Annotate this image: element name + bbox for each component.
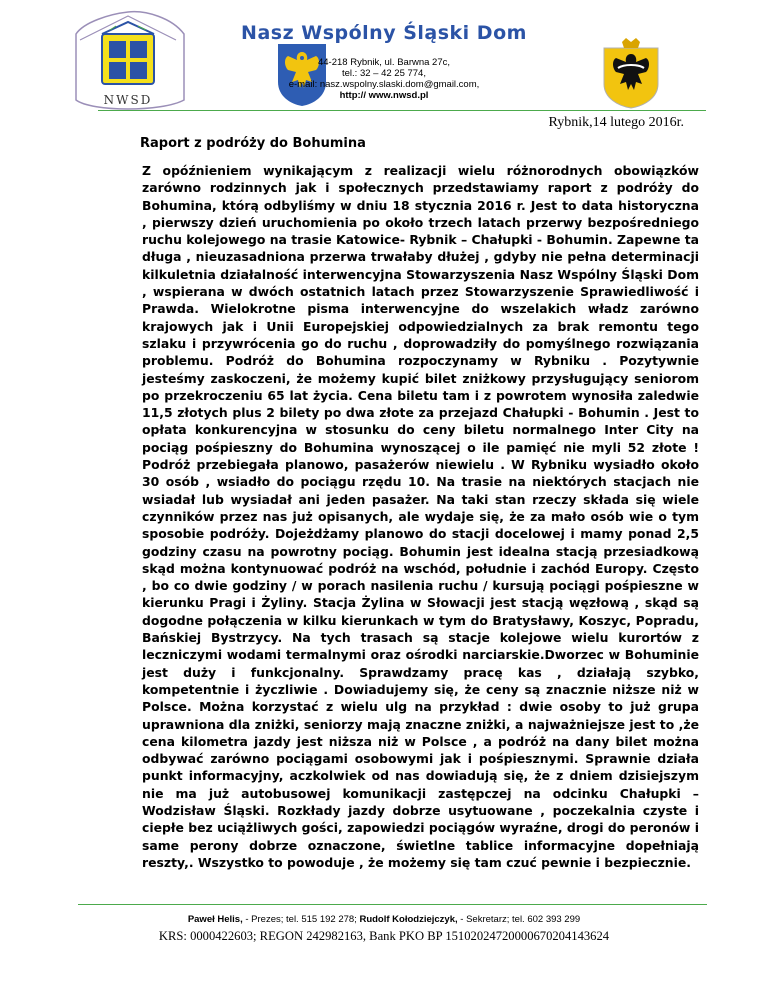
header-divider [98,110,706,111]
secretary-role: - Sekretarz; tel. 602 393 299 [457,914,581,925]
footer-contacts [0,914,768,925]
document-body: Z opóźnieniem wynikającym z realizacji wielu różnorodnych obowiązków zarówno rodzinnych jak i społecznych przedstawiamy raport z podróży do Bohumina, którą odbyliśmy w dniu 18 stycznia 2016 r. Jest to data historyczna , pierwszy dzień uruchomienia po około trzech latach przerwy bezpośredniego ruchu kolejowego na trasie Katowice- Rybnik – Chałupki - Bohumin. Zapewne ta długa , nieuzasadniona przerwa trwałaby dłużej , gdyby nie pełna determinacji kilkuletnia działalność interwencyjna Stowarzyszenia Nasz Wspólny Śląski Dom , wspierana w dwóch ostatnich latach przez Stowarzyszenie Sprawiedliwość i Prawda. Wielokrotne pisma interwencyjne do wszelakich władz zarówno krajowych jak i Unii Europejskiej odpowiedzialnych za brak remontu tego szlaku i przywrócenia go do ruchu , doprowadziły do pomyślnego rozwiązania problemu. Podróż do Bohumina rozpoczynamy w Rybniku . Pozytywnie jesteśmy zaskoczeni, że możemy kupić bilet zniżkowy przysługujący seniorom po przekroczeniu 65 lat życia. Cena biletu tam i z powrotem wynosiła zaledwie 11,5 złotych plus 2 bilety po dwa złote za przejazd Chałupki - Bohumin . Jest to opłata konkurencyjna w stosunku do ceny biletu normalnego Inter City na pociąg pośpieszny do Bohumina wynoszącej o ile pamięć nie myli 52 złote ! Podróż przebiegała planowo, pasażerów niewielu . W Rybniku wysiadło około 30 osób , wsiadło do pociągu rzędu 10. Na trasie na niektórych stacjach nie wsiadał lub wysiadał ani jeden pasażer. Na taki stan rzeczy składa się wiele czynników przez nas już opisanych, ale wydaje się, że za mało osób wie o tym sposobie podróży. Dojeżdżamy planowo do stacji docelowej i mamy ponad 2,5 godziny czasu na powrotny pociąg. Bohumin jest idealna stacją przesiadkową skąd można kontynuować podróż na wschód, południe i zachód Europy. Często , bo co dwie godziny / w porach nasilenia ruchu / kursują pociągi pośpieszne w kierunku Pragi i Żyliny. Stacja Żylina w Słowacji jest stacją węzłową , skąd są dogodne połączenia w kilku kierunkach w tym do Bratysławy, Koszyc, Popradu, Bańskiej Bystrzycy. Na tych trasach są stacje kolejowe wielu kurortów z leczniczymi wodami termalnymi oraz ośrodki narciarskie.Dworzec w Bohuminie jest duży i funkcjonalny. Sprawdzamy pracę kas , działają szybko, kompetentnie i życzliwie . Dowiadujemy się, że ceny są znacznie niższe niż w Polsce. Można korzystać z wielu ulg na przykład : dwie osoby to już grupa uprawniona dla zniżki, seniorzy mają znaczne zniżki, a najważniejsze jest to ,że cena kilometra jazdy jest niższa niż w Polsce , a podróż na dany bilet można odbywać zarówno pociągami osobowymi jak i pośpiesznymi. Sprawnie działa punkt informacyjny, aczkolwiek od nas dowiadują się, że z dniem dzisiejszym nie ma już autobusowej komunikacji zastępczej na odcinku Chałupki – Wodzisław Śląski. Rozkłady jazdy dobrze usytuowane , poczekalnia czyste i ciepłe bez uciążliwych gości, zapowiedzi pociągów wyraźne, drogi do peronów i same perony dobrze oznaczone, świetlne tablice informacyjne dopełniają reszty,. Wszystko to powoduje , że możemy się tam czuć pewnie i bezpiecznie. [142,163,699,870]
phone: tel.: 32 – 42 25 774, [342,68,426,79]
organization-name: Nasz Wspólny Śląski Dom [241,22,527,44]
document-date: Rybnik,14 lutego 2016r. [548,115,684,130]
contact-block [0,57,768,101]
address: 44-218 Rybnik, ul. Barwna 27c, [317,57,451,68]
email[interactable]: e-mail: nasz.wspolny.slaski.dom@gmail.com, [288,79,480,90]
footer-divider [78,904,707,905]
document-title: Raport z podróży do Bohumina [140,136,366,151]
secretary-name: Rudolf Kołodziejczyk, [359,914,458,925]
footer-registry: KRS: 0000422603; REGON 242982163, Bank PKO BP 15102024720000670204143624 [158,929,610,943]
logo-text: NWSD [103,93,153,107]
president-name: Paweł Helis, [187,914,243,925]
website-link[interactable]: http:// www.nwsd.pl [339,90,429,101]
president-role: - Prezes; tel. 515 192 278; [242,914,360,925]
